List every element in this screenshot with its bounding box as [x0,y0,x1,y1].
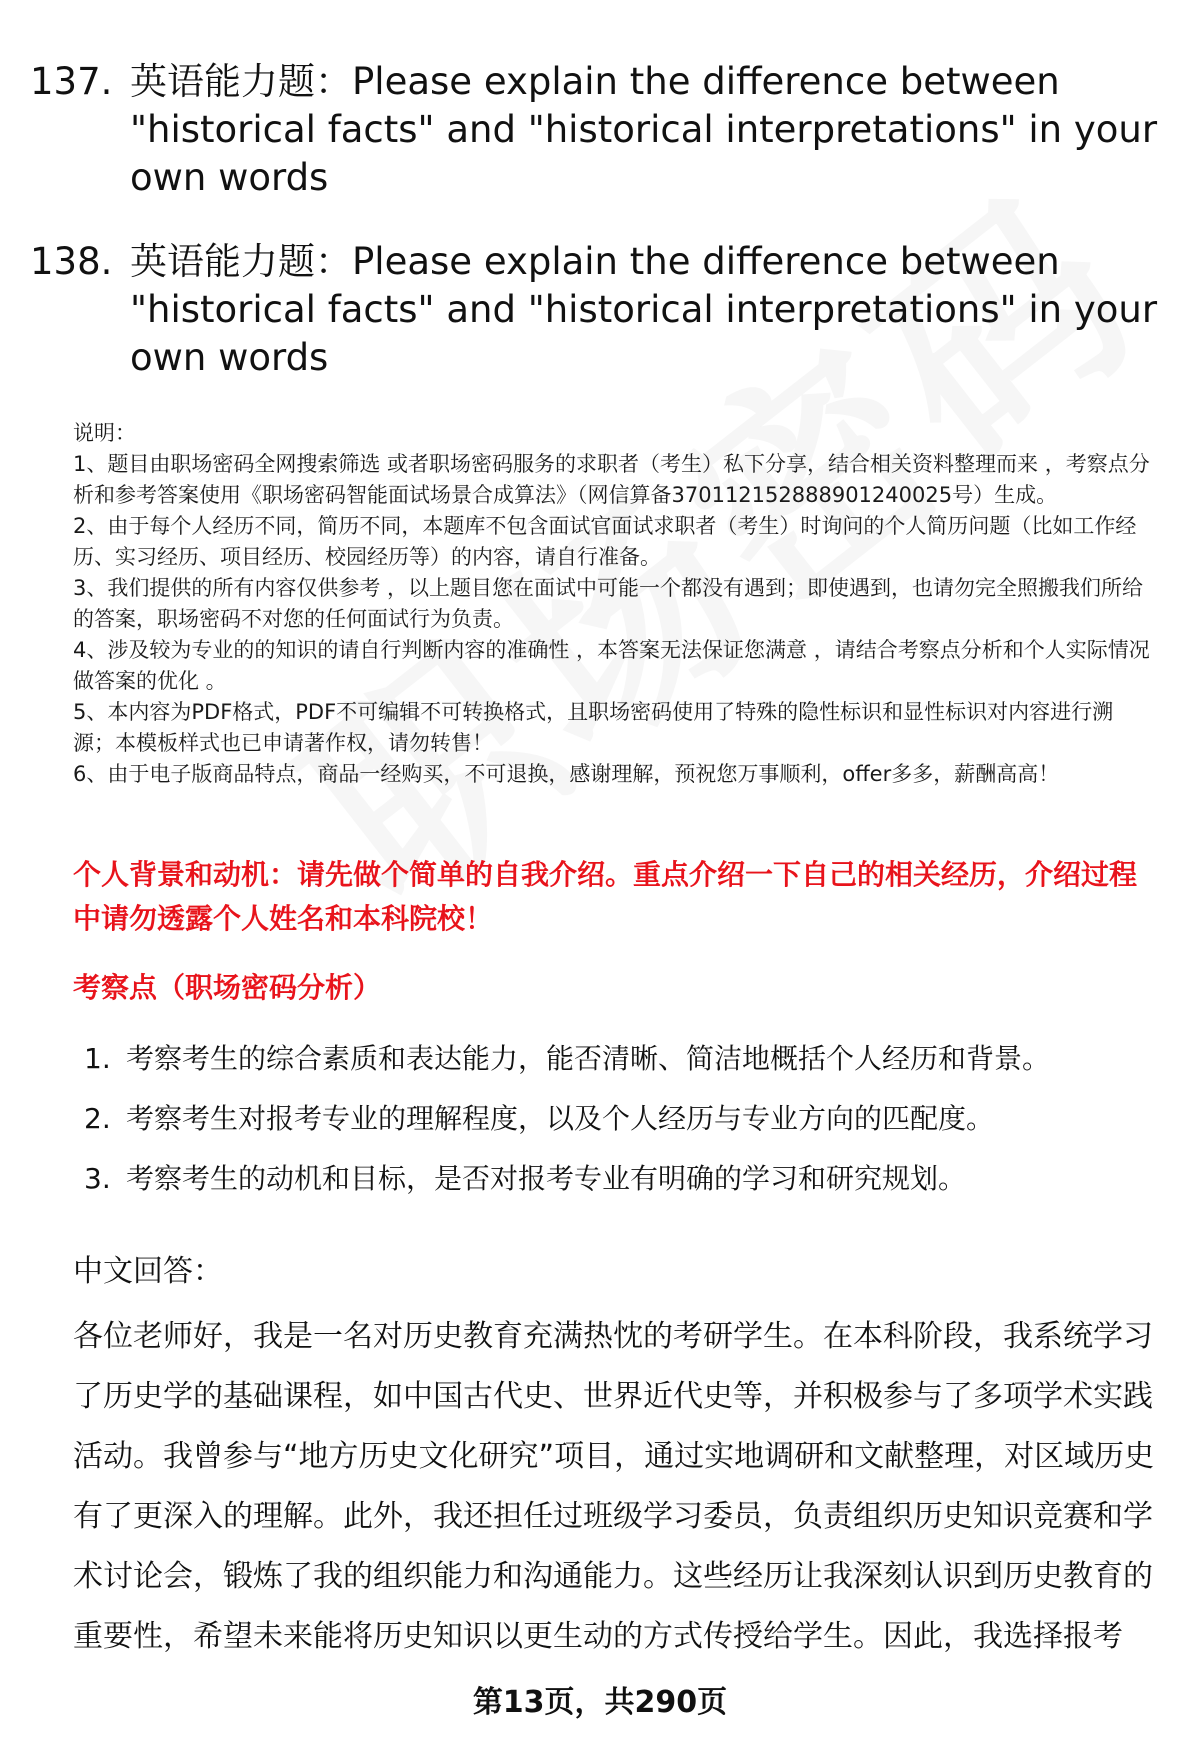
notes-item: 5、本内容为PDF格式，PDF不可编辑不可转换格式，且职场密码使用了特殊的隐性标识和显性标识对内容进行溯源；本模板样式也已申请著作权，请勿转售！ [73,700,1114,755]
question-text: 英语能力题：Please explain the difference between "historical facts" and "historical interpretations" in your own words [130,240,1158,379]
chinese-answer-label: 中文回答： [73,1254,223,1289]
assessment-point [80,1159,1160,1199]
page-footer: 第13页，共290页 [472,1685,728,1720]
assessment-point [80,1099,1160,1139]
point-number: 2. [84,1102,111,1135]
notes-section [73,418,1153,790]
notes-item: 1、题目由职场密码全网搜索筛选 或者职场密码服务的求职者（考生）私下分享，结合相关资料整理而来 ，考察点分析和参考答案使用《职场密码智能面试场景合成算法》（网信算备370112152888901240025号）生成。 [73,452,1150,507]
question-number: 137. [30,60,113,103]
point-number: 3. [84,1162,111,1195]
point-text: 考察考生对报考专业的理解程度，以及个人经历与专业方向的匹配度。 [126,1102,995,1135]
point-text: 考察考生的综合素质和表达能力，能否清晰、简洁地概括个人经历和背景。 [126,1042,1051,1075]
question-text: 英语能力题：Please explain the difference between "historical facts" and "historical interpretations" in your own words [130,60,1158,199]
question-list [30,58,1170,418]
notes-item: 2、由于每个人经历不同，简历不同，本题库不包含面试官面试求职者（考生）时询问的个人简历问题（比如工作经历、实习经历、项目经历、校园经历等）的内容，请自行准备。 [73,514,1137,569]
notes-item: 3、我们提供的所有内容仅供参考 ，以上题目您在面试中可能一个都没有遇到；即使遇到，也请勿完全照搬我们所给的答案，职场密码不对您的任何面试行为负责。 [73,576,1144,631]
assessment-points [80,1039,1160,1219]
assessment-title: 考察点（职场密码分析） [73,971,382,1004]
notes-item: 6、由于电子版商品特点，商品一经购买，不可退换，感谢理解，预祝您万事顺利，offer多多，薪酬高高！ [73,762,1060,786]
chinese-answer-text: 各位老师好，我是一名对历史教育充满热忱的考研学生。在本科阶段，我系统学习了历史学的基础课程，如中国古代史、世界近代史等，并积极参与了多项学术实践活动。我曾参与“地方历史文化研究”项目，通过实地调研和文献整理，对区域历史有了更深入的理解。此外，我还担任过班级学习委员，负责组织历史知识竞赛和学术讨论会，锻炼了我的组织能力和沟通能力。这些经历让我深刻认识到历史教育的重要性，希望未来能将历史知识以更生动的方式传授给学生。因此，我选择报考 [73,1319,1155,1654]
question-number: 138. [30,240,113,283]
question-item [30,238,1170,382]
point-text: 考察考生的动机和目标，是否对报考专业有明确的学习和研究规划。 [126,1162,967,1195]
background-question: 个人背景和动机：请先做个简单的自我介绍。重点介绍一下自己的相关经历，介绍过程中请勿透露个人姓名和本科院校！ [73,858,1138,935]
notes-heading: 说明： [73,421,136,445]
question-item [30,58,1170,202]
assessment-point [80,1039,1160,1079]
point-number: 1. [84,1042,111,1075]
notes-item: 4、涉及较为专业的的知识的请自行判断内容的准确性 ，本答案无法保证您满意 ，请结合考察点分析和个人实际情况做答案的优化 。 [73,638,1150,693]
